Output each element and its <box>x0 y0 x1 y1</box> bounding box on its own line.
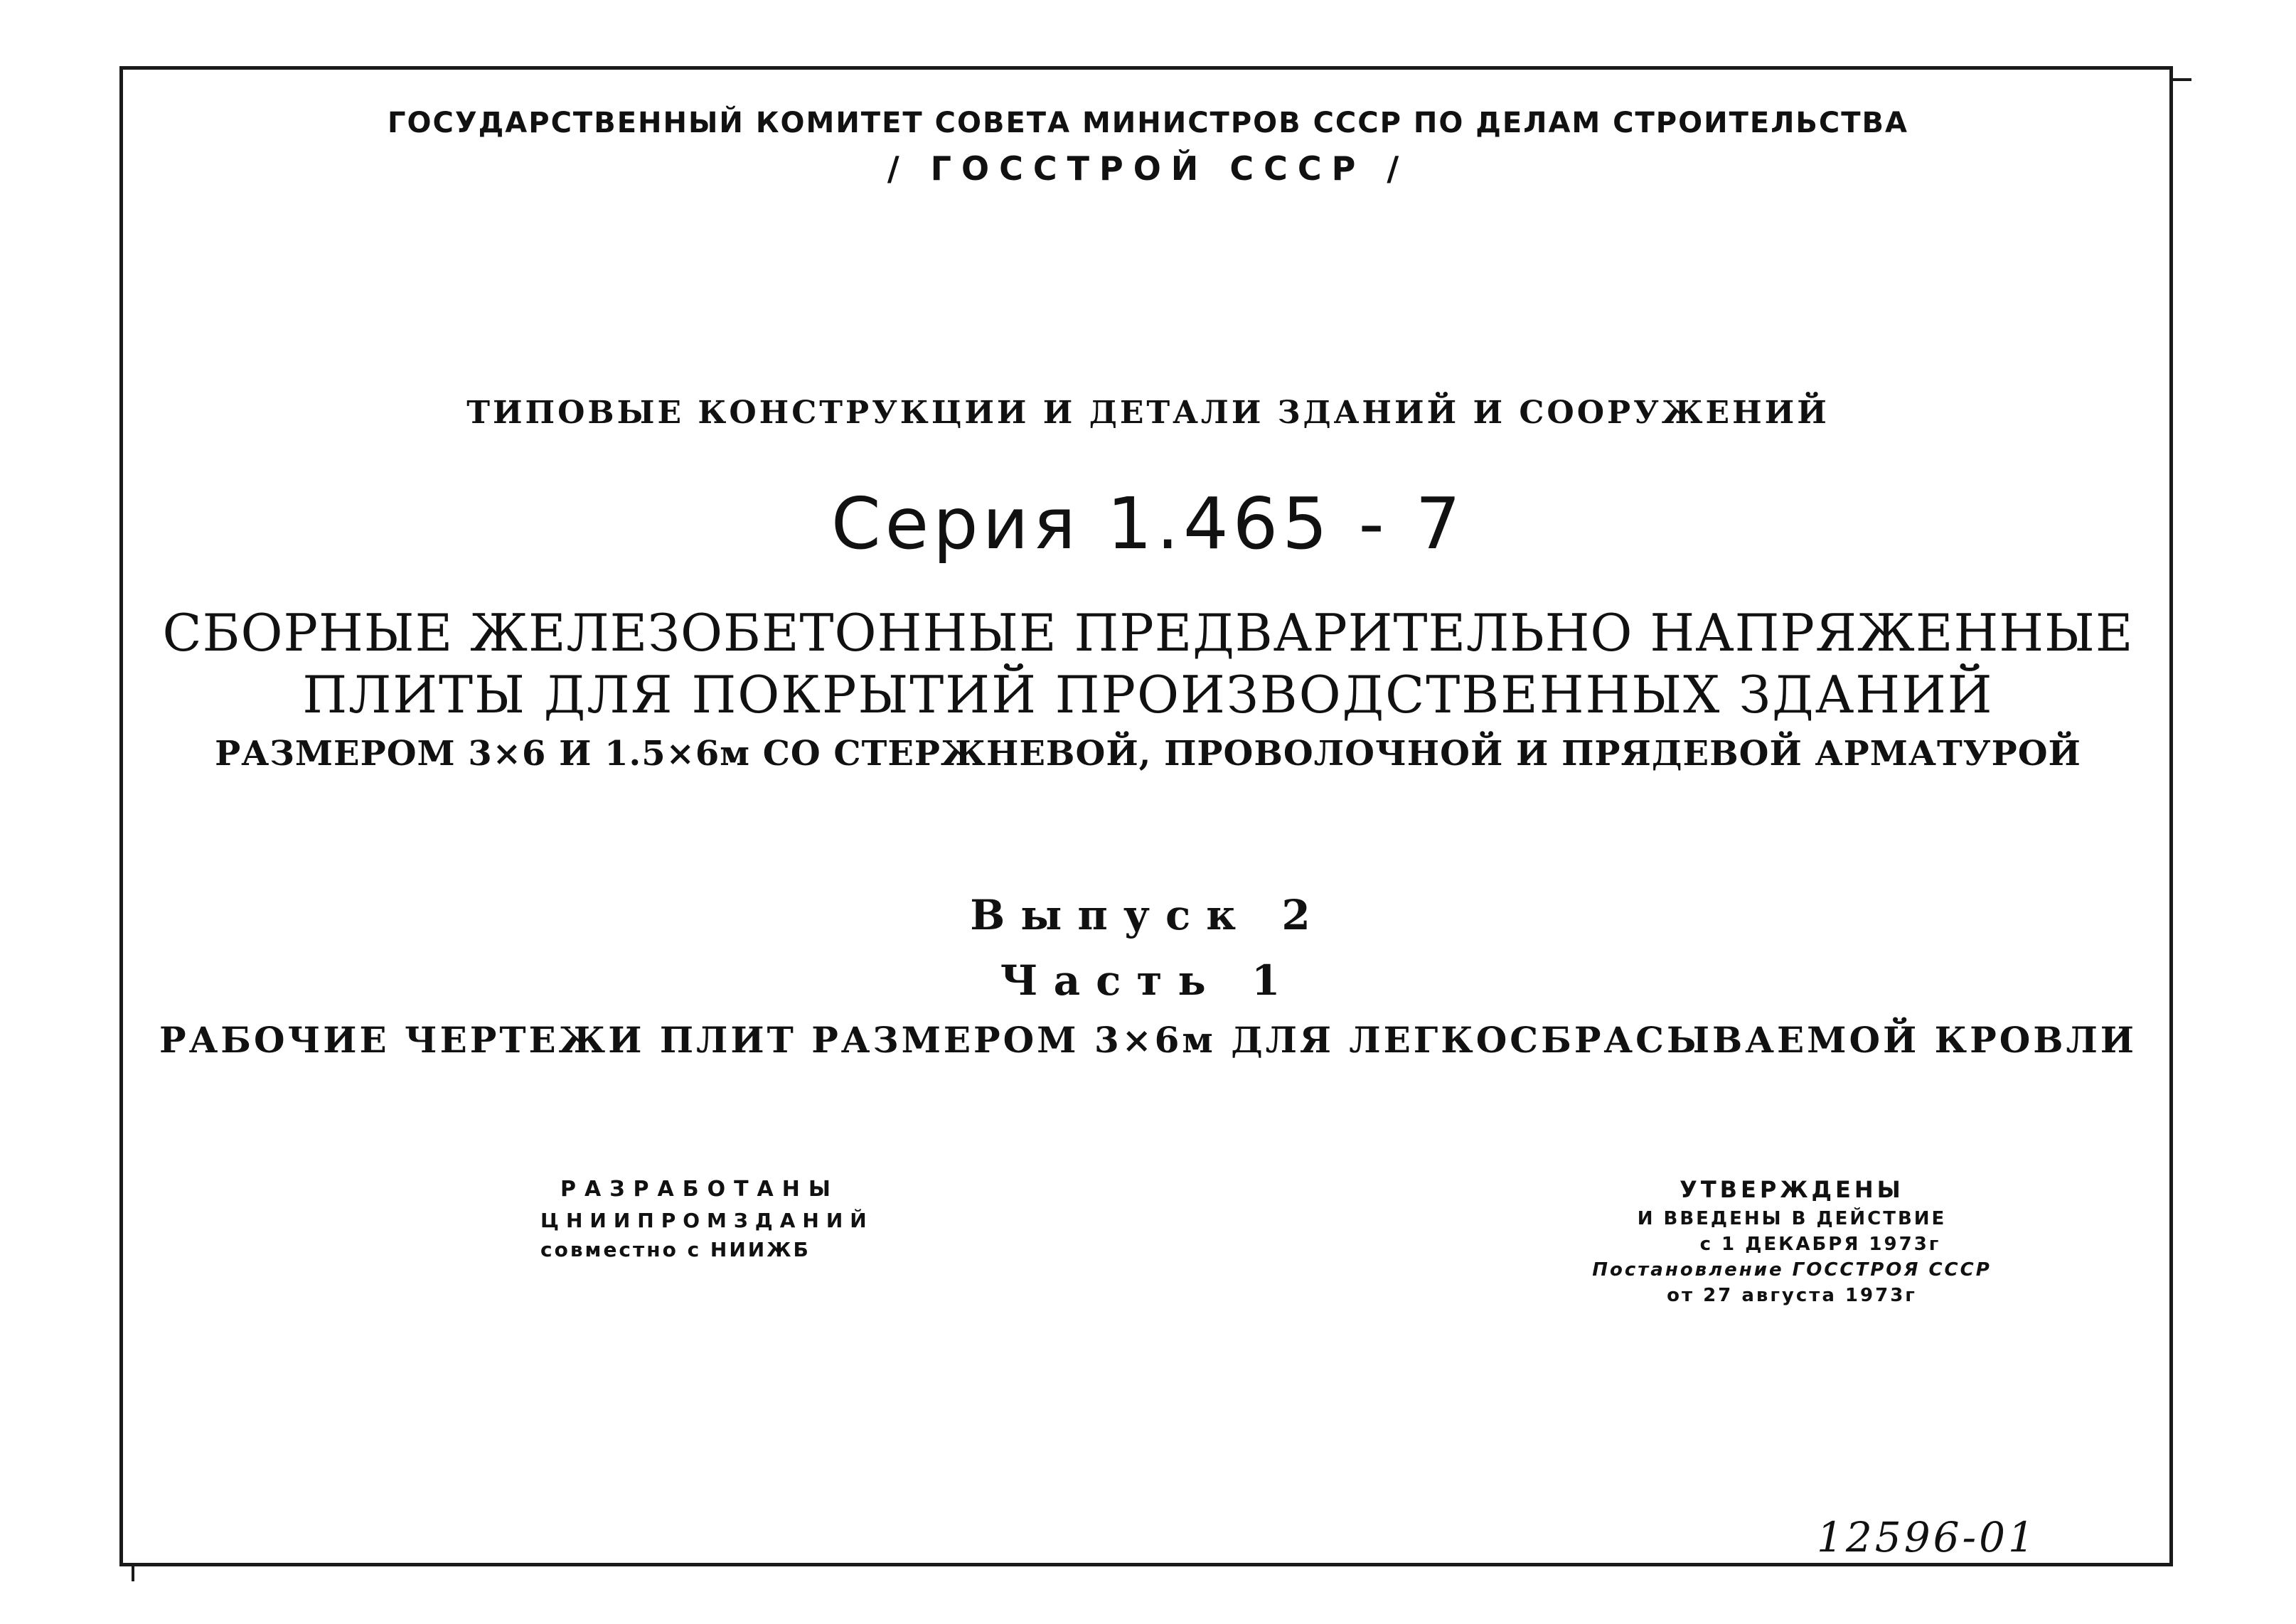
part-subject: РАБОЧИЕ ЧЕРТЕЖИ ПЛИТ РАЗМЕРОМ 3×6м ДЛЯ ЛЕГКОСБРАСЫВАЕМОЙ КРОВЛИ <box>159 1019 2137 1061</box>
approval-effect-line: И ВВЕДЕНЫ В ДЕЙСТВИЕ <box>1637 1208 1947 1229</box>
approval-block <box>1564 1173 2019 1308</box>
document-title-line-1: СБОРНЫЕ ЖЕЛЕЗОБЕТОННЫЕ ПРЕДВАРИТЕЛЬНО НАПРЯЖЕННЫЕ <box>162 603 2134 663</box>
part-number: Часть 1 <box>1000 956 1296 1005</box>
agency-short-name: / ГОССТРОЙ СССР / <box>887 149 1409 188</box>
developed-heading: РАЗРАБОТАНЫ <box>560 1177 839 1202</box>
developer-organization: ЦНИИПРОМЗДАНИЙ <box>540 1209 874 1232</box>
series-title: Серия 1.465 - 7 <box>831 482 1465 565</box>
co-developer: совместно с НИИЖБ <box>540 1238 811 1261</box>
approval-decree: Постановление ГОССТРОЯ СССР <box>1592 1259 1992 1281</box>
approval-decree-date: от 27 августа 1973г <box>1667 1285 1917 1306</box>
document-title-line-3: РАЗМЕРОМ 3×6 И 1.5×6м СО СТЕРЖНЕВОЙ, ПРОВОЛОЧНОЙ И ПРЯДЕВОЙ АРМАТУРОЙ <box>215 734 2081 774</box>
document-title-line-2: ПЛИТЫ ДЛЯ ПОКРЫТИЙ ПРОИЗВОДСТВЕННЫХ ЗДАНИЙ <box>302 665 1994 725</box>
frame-corner-tick <box>2173 78 2191 81</box>
issue-number: Выпуск 2 <box>970 891 1326 939</box>
frame-corner-tick <box>132 1564 134 1581</box>
sheet-frame <box>119 66 2173 1566</box>
approval-effective-date: с 1 ДЕКАБРЯ 1973г <box>1699 1234 1941 1255</box>
collection-title: ТИПОВЫЕ КОНСТРУКЦИИ И ДЕТАЛИ ЗДАНИЙ И СООРУЖЕНИЙ <box>466 395 1830 431</box>
approved-heading: УТВЕРЖДЕНЫ <box>1680 1176 1904 1203</box>
developed-by-block <box>540 1173 874 1264</box>
agency-name: ГОСУДАРСТВЕННЫЙ КОМИТЕТ СОВЕТА МИНИСТРОВ СССР ПО ДЕЛАМ СТРОИТЕЛЬСТВА <box>387 107 1908 139</box>
document-number: 12596-01 <box>1817 1513 2037 1561</box>
